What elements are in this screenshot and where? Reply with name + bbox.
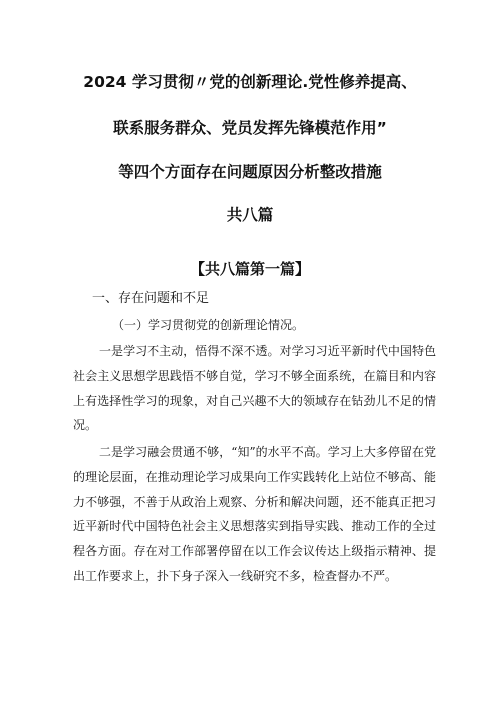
document-title-line-4: 共八篇 — [226, 206, 274, 224]
heading-problems: 一、存在问题和不足 — [92, 291, 210, 306]
document-title-line-2: 联系服务群众、党员发挥先锋模范作用” — [113, 119, 387, 137]
document-title-line-3: 等四个方面存在问题原因分析整改措施 — [118, 163, 382, 181]
document-title-line-1: 2024 学习贯彻〃党的创新理论.党性修养提高、 — [83, 73, 417, 91]
subheading-theory-study: （一）学习贯彻党的创新理论情况。 — [112, 318, 305, 332]
paragraph-1: 一是学习不主动，悟得不深不透。对学习习近平新时代中国特色社会主义思想学思践悟不够自觉，学习不够全面系统，在篇目和内容上有选择性学习的现象，对自己兴趣不大的领域存在钻劲儿不足的情况。 — [73, 344, 436, 433]
section-title: 【共八篇第一篇】 — [189, 260, 310, 278]
paragraph-2: 二是学习融会贯通不够，“知”的水平不高。学习上大多停留在党的理论层面，在推动理论学习成果向工作实践转化上站位不够高、能力不够强，不善于从政治上观察、分析和解决问题，还不能真正把习近平新时代中国特色社会主义思想落实到指导实践、推动工作的全过程各方面。存在对工作部署停留在以工作会议传达上级指示精神、提出工作要求上，扑下身子深入一线研究不多，检查督办不严。 — [73, 445, 436, 583]
